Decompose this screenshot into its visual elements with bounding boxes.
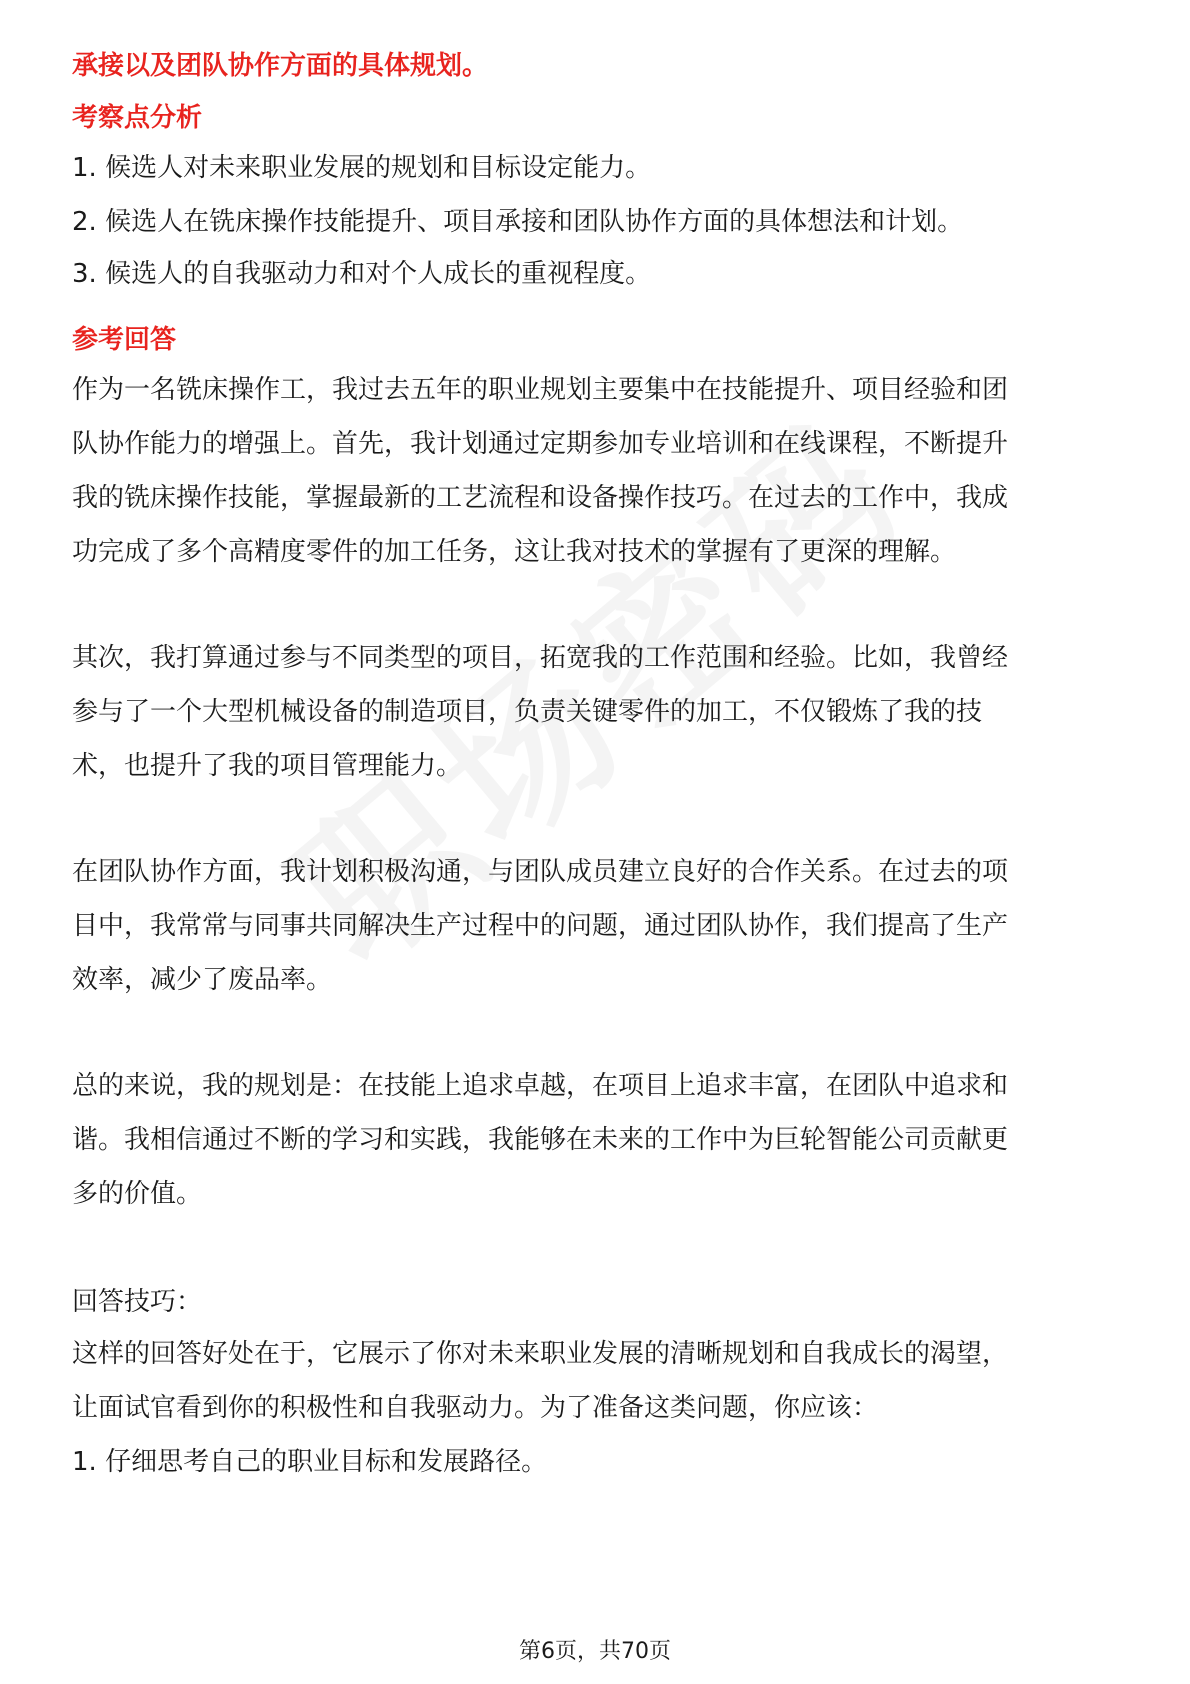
tips-line: 1. 仔细思考自己的职业目标和发展路径。 — [72, 1447, 548, 1477]
answer-paragraph-line: 目中，我常常与同事共同解决生产过程中的问题，通过团队协作，我们提高了生产 — [72, 911, 1009, 941]
page-number: 第6页，共70页 — [519, 1639, 671, 1664]
answer-paragraph-line: 术，也提升了我的项目管理能力。 — [72, 751, 463, 781]
answer-paragraph-line: 谐。我相信通过不断的学习和实践，我能够在未来的工作中为巨轮智能公司贡献更 — [72, 1125, 1009, 1155]
answer-paragraph-line: 参与了一个大型机械设备的制造项目，负责关键零件的加工，不仅锻炼了我的技 — [72, 697, 983, 727]
answer-heading: 参考回答 — [72, 325, 177, 355]
analysis-heading: 考察点分析 — [72, 103, 203, 133]
answer-paragraph-line: 作为一名铣床操作工，我过去五年的职业规划主要集中在技能提升、项目经验和团 — [72, 375, 1009, 405]
answer-paragraph-line: 我的铣床操作技能，掌握最新的工艺流程和设备操作技巧。在过去的工作中，我成 — [72, 483, 1009, 513]
answer-paragraph-line: 效率，减少了废品率。 — [72, 965, 333, 995]
analysis-item: 3. 候选人的自我驱动力和对个人成长的重视程度。 — [72, 259, 652, 289]
tips-line: 这样的回答好处在于，它展示了你对未来职业发展的清晰规划和自我成长的渴望， — [72, 1339, 1009, 1369]
answer-paragraph-line: 其次，我打算通过参与不同类型的项目，拓宽我的工作范围和经验。比如，我曾经 — [72, 643, 1009, 673]
tips-line: 让面试官看到你的积极性和自我驱动力。为了准备这类问题，你应该： — [72, 1393, 879, 1423]
answer-paragraph-line: 总的来说，我的规划是：在技能上追求卓越，在项目上追求丰富，在团队中追求和 — [72, 1071, 1009, 1101]
answer-paragraph-line: 队协作能力的增强上。首先，我计划通过定期参加专业培训和在线课程，不断提升 — [72, 429, 1009, 459]
answer-paragraph-line: 在团队协作方面，我计划积极沟通，与团队成员建立良好的合作关系。在过去的项 — [72, 857, 1009, 887]
tips-heading: 回答技巧： — [72, 1287, 203, 1317]
analysis-item: 2. 候选人在铣床操作技能提升、项目承接和团队协作方面的具体想法和计划。 — [72, 207, 964, 237]
answer-paragraph-line: 多的价值。 — [72, 1179, 203, 1209]
answer-paragraph-line: 功完成了多个高精度零件的加工任务，这让我对技术的掌握有了更深的理解。 — [72, 537, 957, 567]
continuation-heading: 承接以及团队协作方面的具体规划。 — [72, 51, 489, 81]
analysis-item: 1. 候选人对未来职业发展的规划和目标设定能力。 — [72, 153, 652, 183]
